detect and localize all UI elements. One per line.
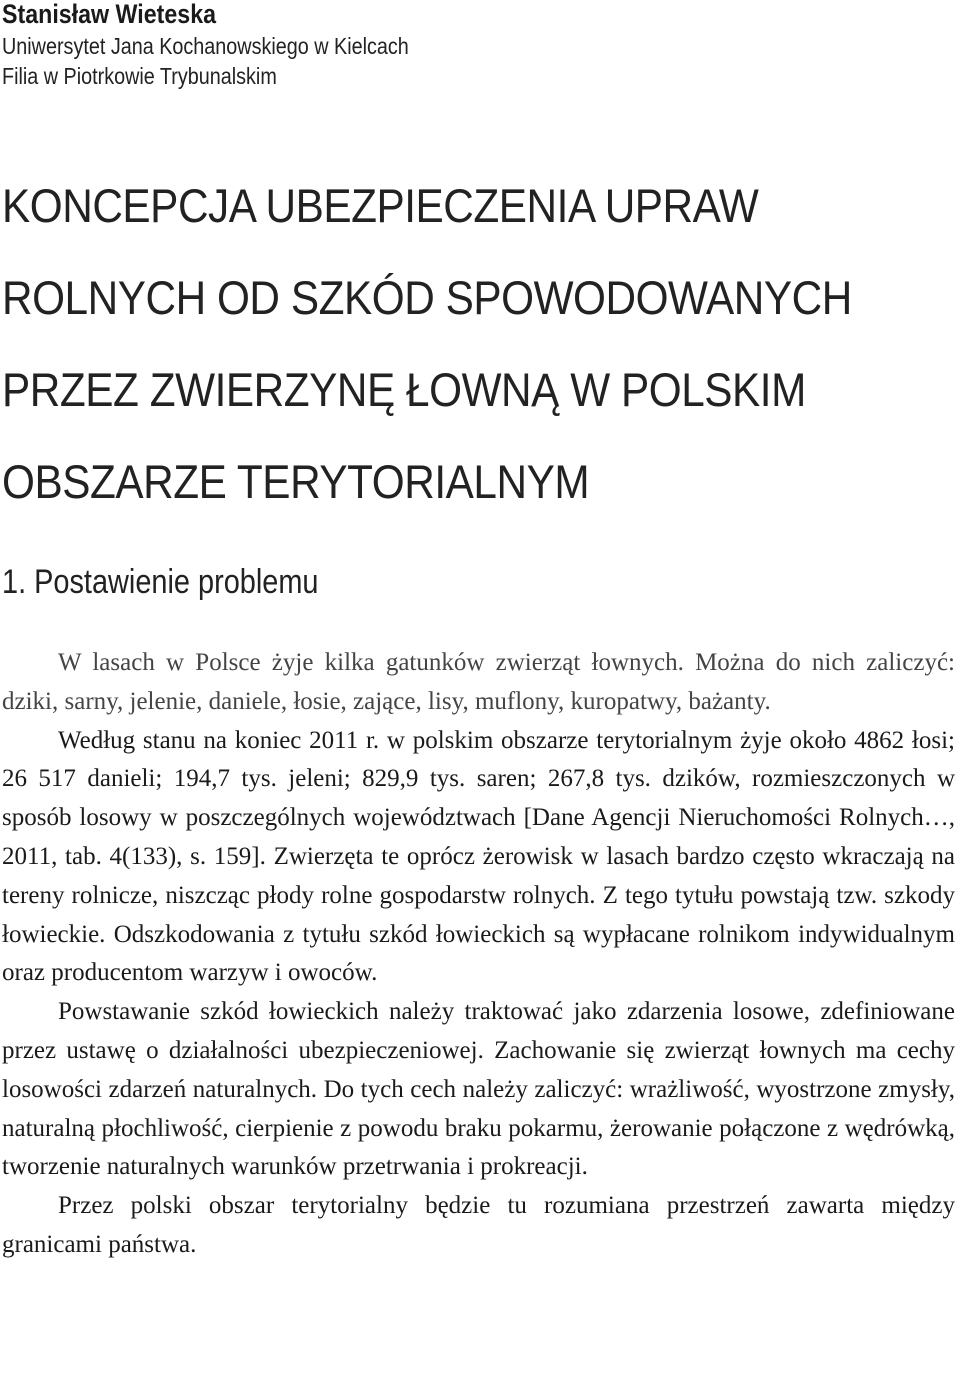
affiliation-university: Uniwersytet Jana Kochanowskiego w Kielcach [2,33,409,59]
section-heading: 1. Postawienie problemu [2,563,319,601]
title-line: PRZEZ ZWIERZYNĘ ŁOWNĄ W POLSKIM [2,363,806,416]
title-line: OBSZARZE TERYTORIALNYM [2,455,590,508]
affiliation-branch: Filia w Piotrkowie Trybunalskim [2,63,277,89]
title-line: ROLNYCH OD SZKÓD SPOWODOWANYCH [2,271,852,324]
title-line: KONCEPCJA UBEZPIECZENIA UPRAW [2,179,759,232]
body-text [2,644,955,1265]
paragraph: Według stanu na koniec 2011 r. w polskim obszarze terytorialnym żyje około 4862 łosi; 26 517 danieli; 194,7 tys. jeleni; 829,9 tys. saren; 267,8 tys. dzików, rozmieszczonych w sposób losowy w poszczególnych województwach [Dane Agencji Nieruchomości Rolnych…, 2011, tab. 4(133), s. 159]. Zwierzęta te oprócz żerowisk w lasach bardzo często wkraczają na tereny rolnicze, niszcząc płody rolne gospodarstw rolnych. Z tego tytułu powstają tzw. szkody łowieckie. Odszkodowania z tytułu szkód łowieckich są wypłacane rolnikom indywidualnym oraz producentom warzyw i owoców. [2,726,955,987]
paragraph: W lasach w Polsce żyje kilka gatunków zwierząt łownych. Można do nich zaliczyć: dziki, sarny, jelenie, daniele, łosie, zające, lisy, muflony, kuropatwy, bażanty. [2,649,955,715]
paper-title [2,160,942,528]
paragraph: Powstawanie szkód łowieckich należy traktować jako zdarzenia losowe, zdefiniowane przez ustawę o działalności ubezpieczeniowej. Zachowanie się zwierząt łownych ma cechy losowości zdarzeń naturalnych. Do tych cech należy zaliczyć: wrażliwość, wyostrzone zmysły, naturalną płochliwość, cierpienie z powodu braku pokarmu, żerowanie połączone z wędrówką, tworzenie naturalnych warunków przetrwania i prokreacji. [2,998,955,1181]
paragraph: Przez polski obszar terytorialny będzie tu rozumiana przestrzeń zawarta między granicami państwa. [2,1192,955,1258]
author-name: Stanisław Wieteska [2,0,217,29]
